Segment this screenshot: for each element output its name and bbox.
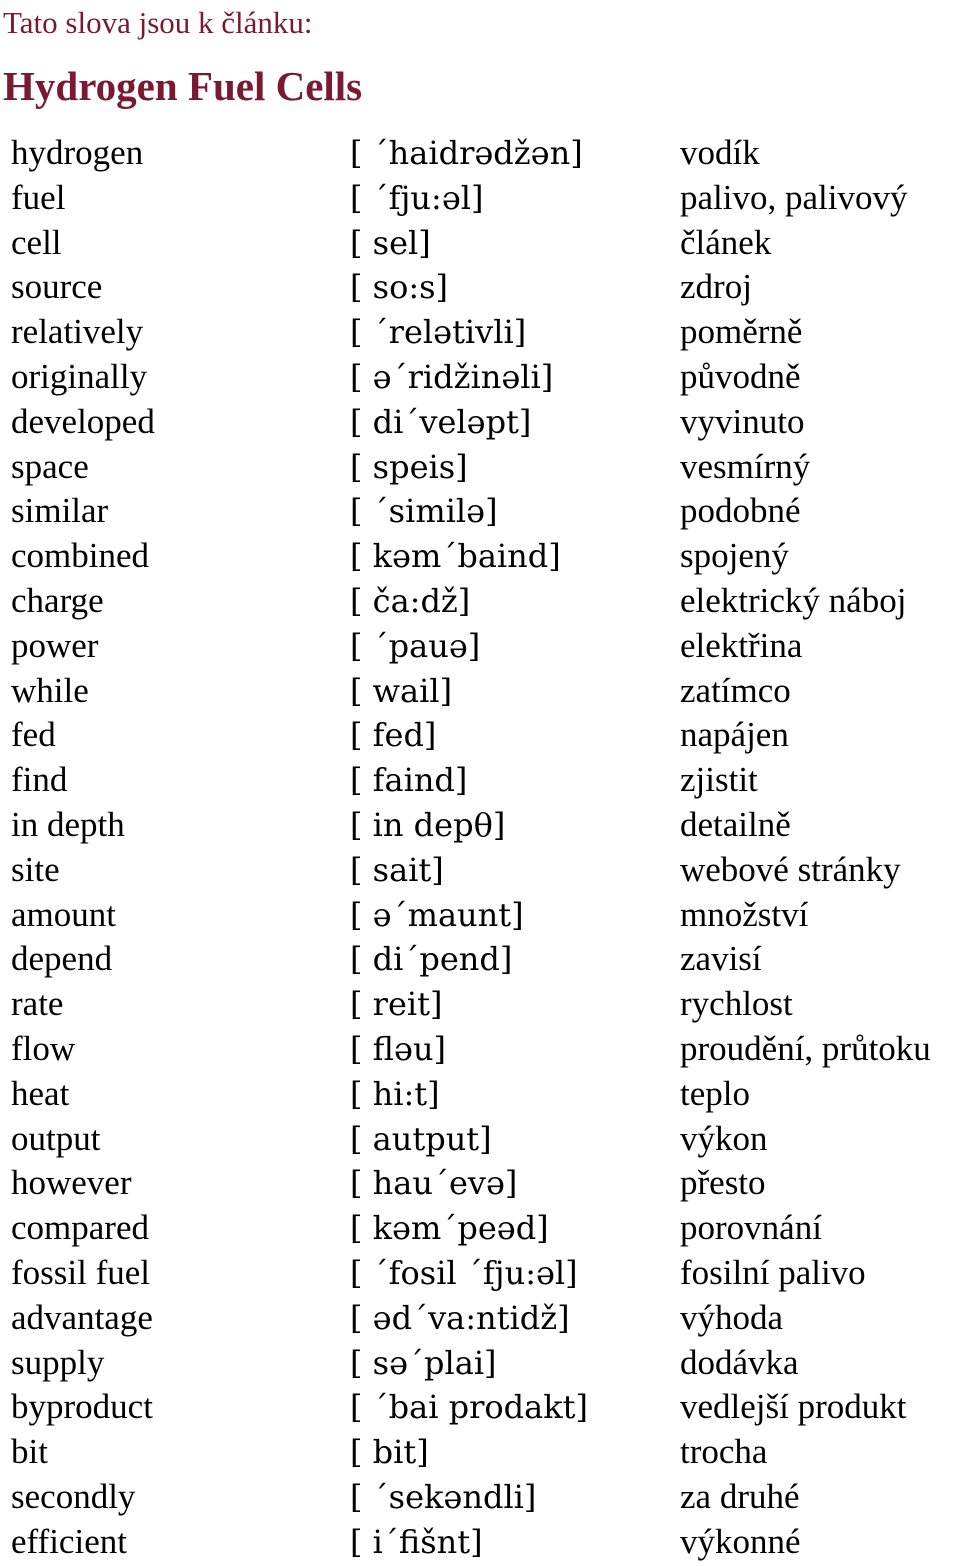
english-word: while [11, 670, 89, 710]
czech-translation: napájen [680, 715, 789, 755]
english-word: originally [11, 356, 148, 396]
czech-translation: množství [680, 894, 809, 934]
czech-translation: trocha [680, 1432, 768, 1472]
vocab-row [0, 1430, 960, 1475]
english-word: supply [11, 1342, 105, 1382]
vocab-row [0, 1341, 960, 1386]
pronunciation: [ i´fišnt] [350, 1522, 483, 1561]
czech-translation: vodík [680, 133, 760, 172]
vocab-row [0, 1117, 960, 1162]
english-word: charge [11, 580, 104, 620]
english-word: rate [11, 984, 64, 1024]
pronunciation: [ wail] [350, 671, 453, 710]
czech-translation: dodávka [680, 1342, 799, 1382]
pronunciation: [ ´relətivli] [350, 313, 527, 352]
vocab-row [0, 176, 960, 221]
english-word: secondly [11, 1476, 136, 1516]
english-word: depend [11, 939, 113, 979]
czech-translation: zavisí [680, 939, 762, 979]
pronunciation: [ autput] [350, 1119, 492, 1158]
vocab-row [0, 1251, 960, 1296]
vocab-row [0, 355, 960, 400]
vocab-row [0, 265, 960, 310]
czech-translation: podobné [680, 491, 801, 531]
czech-translation: zjistit [680, 760, 758, 800]
english-word: source [11, 267, 103, 307]
pronunciation: [ in depθ] [350, 805, 506, 844]
czech-translation: webové stránky [680, 849, 901, 889]
pronunciation: [ kəm´baind] [350, 537, 561, 576]
czech-translation: výkon [680, 1118, 768, 1158]
vocab-row [0, 803, 960, 848]
czech-translation: původně [680, 356, 801, 396]
czech-translation: přesto [680, 1163, 766, 1203]
english-word: combined [11, 536, 150, 576]
english-word: site [11, 849, 60, 889]
english-word: developed [11, 401, 155, 441]
vocab-row [0, 445, 960, 490]
pronunciation: [ ´bai prodakt] [350, 1388, 588, 1427]
english-word: however [11, 1163, 132, 1203]
vocab-row [0, 713, 960, 758]
pronunciation: [ sait] [350, 850, 444, 889]
english-word: space [11, 446, 89, 486]
english-word: similar [11, 491, 109, 531]
vocab-row [0, 1161, 960, 1206]
vocab-row [0, 489, 960, 534]
vocab-row [0, 400, 960, 445]
vocab-row [0, 893, 960, 938]
vocab-row [0, 310, 960, 355]
czech-translation: poměrně [680, 312, 803, 352]
pronunciation: [ fləu] [350, 1029, 447, 1068]
czech-translation: vyvinuto [680, 401, 805, 441]
intro-text: Tato slova jsou k článku: [3, 5, 313, 40]
vocab-row [0, 1206, 960, 1251]
english-word: fed [11, 715, 56, 755]
pronunciation: [ əd´va:ntidž] [350, 1298, 570, 1337]
english-word: bit [11, 1432, 48, 1472]
pronunciation: [ hau´evə] [350, 1164, 518, 1203]
english-word: output [11, 1118, 101, 1158]
vocab-row [0, 534, 960, 579]
pronunciation: [ hi:t] [350, 1074, 440, 1113]
english-word: fuel [11, 177, 66, 217]
pronunciation: [ fed] [350, 716, 437, 755]
czech-translation: výkonné [680, 1521, 801, 1561]
czech-translation: spojený [680, 536, 789, 576]
pronunciation: [ ´haidrədžən] [350, 134, 583, 172]
english-word: amount [11, 894, 116, 934]
czech-translation: zdroj [680, 267, 752, 307]
vocab-row [0, 1520, 960, 1565]
czech-translation: zatímco [680, 670, 791, 710]
pronunciation: [ di´veləpt] [350, 402, 532, 441]
vocab-row [0, 669, 960, 714]
czech-translation: vesmírný [680, 446, 811, 486]
english-word: fossil fuel [11, 1252, 151, 1292]
czech-translation: za druhé [680, 1476, 800, 1516]
czech-translation: teplo [680, 1073, 750, 1113]
page-title: Hydrogen Fuel Cells [3, 63, 363, 109]
pronunciation: [ ´similə] [350, 492, 498, 531]
vocab-row [0, 221, 960, 266]
pronunciation: [ ə´maunt] [350, 895, 524, 934]
english-word: heat [11, 1073, 70, 1113]
pronunciation: [ kəm´peəd] [350, 1209, 549, 1248]
pronunciation: [ reit] [350, 985, 443, 1024]
pronunciation: [ ´sekəndli] [350, 1477, 537, 1516]
vocab-row [0, 624, 960, 669]
vocab-row [0, 1027, 960, 1072]
vocab-row [0, 1072, 960, 1117]
pronunciation: [ ´pauə] [350, 626, 481, 665]
czech-translation: vedlejší produkt [680, 1387, 907, 1427]
vocab-row [0, 1296, 960, 1341]
vocabulary-table [0, 131, 960, 1565]
english-word: flow [11, 1028, 76, 1068]
pronunciation: [ di´pend] [350, 940, 513, 979]
pronunciation: [ ə´ridžinəli] [350, 357, 554, 396]
english-word: advantage [11, 1297, 153, 1337]
pronunciation: [ ´fju:əl] [350, 178, 484, 217]
czech-translation: detailně [680, 804, 791, 844]
english-word: hydrogen [11, 133, 144, 172]
vocab-row [0, 937, 960, 982]
english-word: in depth [11, 804, 125, 844]
english-word: compared [11, 1208, 149, 1248]
english-word: power [11, 625, 99, 665]
english-word: cell [11, 222, 62, 262]
pronunciation: [ faind] [350, 761, 468, 800]
czech-translation: fosilní palivo [680, 1252, 866, 1292]
english-word: byproduct [11, 1387, 153, 1427]
vocab-row [0, 758, 960, 803]
pronunciation: [ ča:dž] [350, 581, 471, 620]
vocab-row [0, 1475, 960, 1520]
czech-translation: palivo, palivový [680, 177, 908, 217]
vocab-row [0, 579, 960, 624]
pronunciation: [ ´fosil ´fju:əl] [350, 1253, 578, 1292]
czech-translation: výhoda [680, 1297, 784, 1337]
vocab-row [0, 131, 960, 176]
vocab-row [0, 982, 960, 1027]
english-word: relatively [11, 312, 144, 352]
czech-translation: proudění, průtoku [680, 1028, 931, 1068]
czech-translation: článek [680, 222, 772, 262]
english-word: find [11, 760, 68, 800]
vocab-row [0, 848, 960, 893]
pronunciation: [ so:s] [350, 268, 449, 307]
czech-translation: rychlost [680, 984, 793, 1024]
pronunciation: [ speis] [350, 447, 468, 486]
pronunciation: [ sel] [350, 223, 431, 262]
english-word: efficient [11, 1521, 127, 1561]
vocab-row [0, 1385, 960, 1430]
czech-translation: elektřina [680, 625, 803, 665]
czech-translation: porovnání [680, 1208, 822, 1248]
pronunciation: [ sə´plai] [350, 1343, 497, 1382]
czech-translation: elektrický náboj [680, 580, 907, 620]
pronunciation: [ bit] [350, 1433, 429, 1472]
